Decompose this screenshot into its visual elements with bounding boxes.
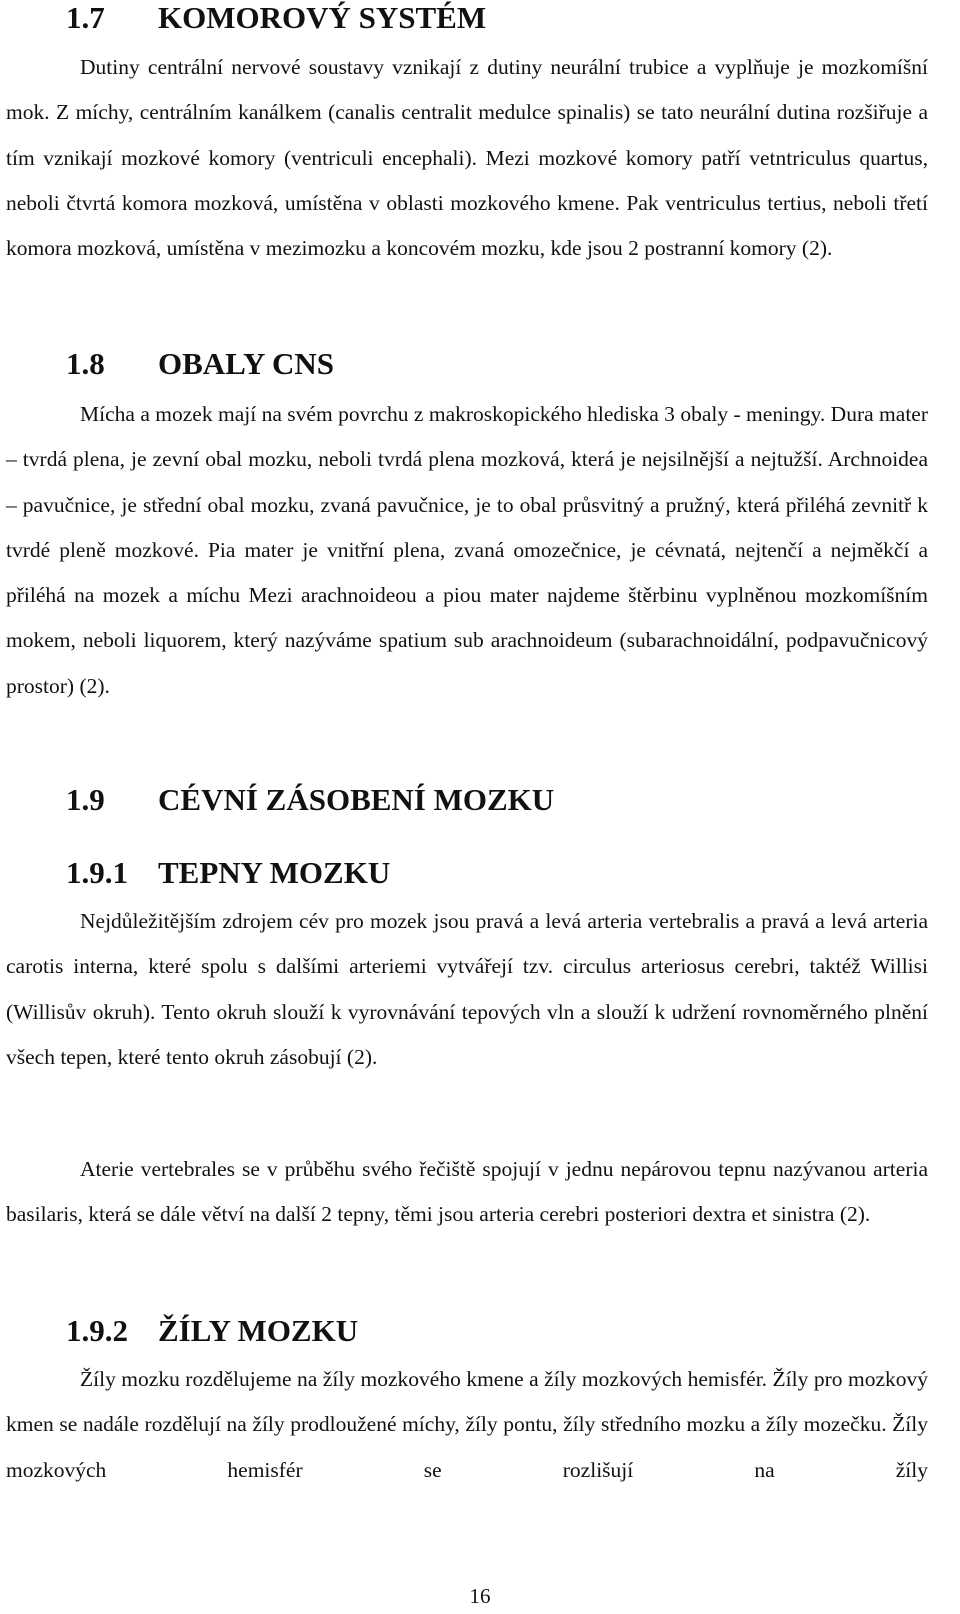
paragraph: Aterie vertebrales se v průběhu svého řečiště spojují v jednu nepárovou tepnu nazývanou arteria basilaris, která se dále větví na další 2 tepny, těmi jsou arteria cerebri posteriori dextra et sinistra (2).	[6, 1157, 928, 1227]
section-number: 1.9.1	[66, 855, 128, 890]
section-number: 1.8	[66, 346, 105, 381]
section-number: 1.9	[66, 782, 105, 817]
section-heading-1-9-2	[66, 1313, 358, 1349]
page-number: 16	[469, 1584, 491, 1608]
section-heading-1-9	[66, 782, 554, 818]
section-heading-1-9-1	[66, 855, 390, 891]
section-heading-1-7	[66, 0, 486, 36]
section-number: 1.9.2	[66, 1313, 128, 1348]
section-title: ŽÍLY MOZKU	[158, 1313, 359, 1348]
section-title: CÉVNÍ ZÁSOBENÍ MOZKU	[158, 782, 555, 817]
section-number: 1.7	[66, 0, 105, 35]
section-title: TEPNY MOZKU	[158, 855, 391, 890]
paragraph: Mícha a mozek mají na svém povrchu z makroskopického hlediska 3 obaly - meningy. Dura mater – tvrdá plena, je zevní obal mozku, neboli tvrdá plena mozková, která je nejsilnější a nejtužší. Archnoidea – pavučnice, je střední obal mozku, zvaná pavučnice, je to obal průsvitný a pružný, která přiléhá zevnitř k tvrdé pleně mozkové. Pia mater je vnitřní plena, zvaná omozečnice, je cévnatá, nejtenčí a nejměkčí a přiléhá na mozek a míchu Mezi arachnoideou a piou mater najdeme štěrbinu vyplněnou mozkomíšním mokem, neboli liquorem, který nazýváme spatium sub arachnoideum (subarachnoidální, podpavučnicový prostor) (2).	[6, 402, 928, 698]
paragraph: Žíly mozku rozdělujeme na žíly mozkového kmene a žíly mozkových hemisfér. Žíly pro mozkový kmen se nadále rozdělují na žíly prodloužené míchy, žíly pontu, žíly středního mozku a žíly mozečku. Žíly mozkových hemisfér se rozlišují na žíly	[6, 1367, 928, 1482]
paragraph: Nejdůležitějším zdrojem cév pro mozek jsou pravá a levá arteria vertebralis a pravá a levá arteria carotis interna, které spolu s dalšími arteriemi vytvářejí tzv. circulus arteriosus cerebri, taktéž Willisi (Willisův okruh). Tento okruh slouží k vyrovnávání tepových vln a slouží k udržení rovnoměrného plnění všech tepen, které tento okruh zásobují (2).	[6, 909, 928, 1069]
section-heading-1-8	[66, 346, 334, 382]
paragraph: Dutiny centrální nervové soustavy vznikají z dutiny neurální trubice a vyplňuje je mozkomíšní mok. Z míchy, centrálním kanálkem (canalis centralit medulce spinalis) se tato neurální dutina rozšiřuje a tím vznikají mozkové komory (ventriculi encephali). Mezi mozkové komory patří vetntriculus quartus, neboli čtvrtá komora mozková, umístěna v oblasti mozkového kmene. Pak ventriculus tertius, neboli třetí komora mozková, umístěna v mezimozku a koncovém mozku, kde jsou 2 postranní komory (2).	[6, 55, 928, 261]
section-title: OBALY CNS	[158, 346, 335, 381]
section-title: KOMOROVÝ SYSTÉM	[158, 0, 487, 35]
